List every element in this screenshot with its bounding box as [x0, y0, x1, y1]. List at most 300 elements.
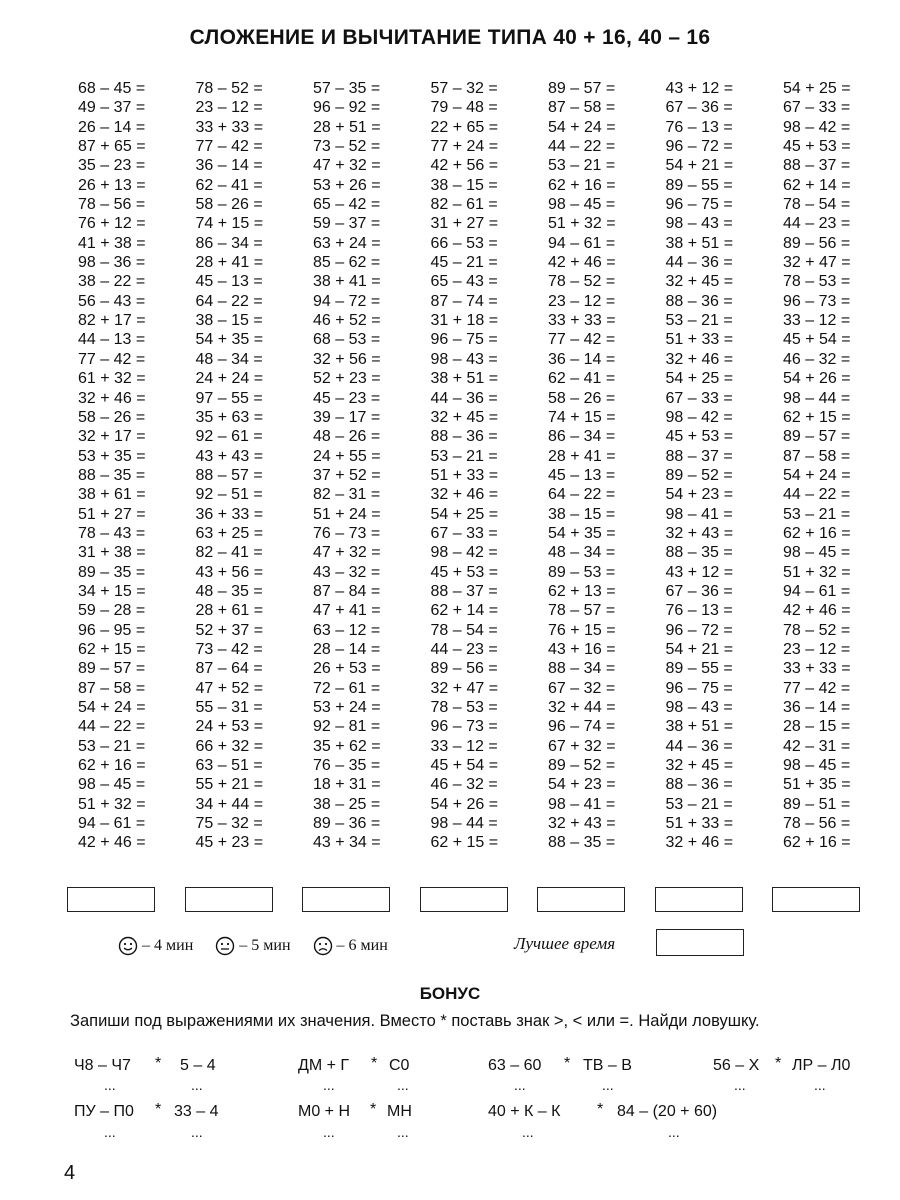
exercise-item[interactable]: 98 – 43 =: [665, 215, 733, 233]
exercise-item[interactable]: 54 + 21 =: [665, 157, 734, 175]
exercise-item[interactable]: 54 + 25 =: [783, 80, 851, 97]
exercise-item[interactable]: 88 – 35 =: [548, 834, 616, 852]
exercise-item[interactable]: 32 + 17 =: [78, 428, 146, 446]
exercise-item[interactable]: 54 + 35 =: [548, 524, 616, 542]
exercise-item[interactable]: 94 – 61 =: [78, 815, 146, 833]
exercise-item[interactable]: 47 + 32 =: [313, 544, 381, 562]
compare-star[interactable]: *: [370, 1101, 377, 1118]
exercise-item[interactable]: 38 + 51 =: [665, 718, 734, 736]
exercise-item[interactable]: 31 + 18 =: [430, 312, 499, 330]
exercise-item[interactable]: 44 – 36 =: [665, 254, 733, 272]
exercise-item[interactable]: 28 + 41 =: [548, 447, 616, 465]
exercise-item[interactable]: 51 + 32 =: [78, 795, 146, 813]
exercise-item[interactable]: 54 + 24 =: [548, 118, 616, 136]
exercise-item[interactable]: 38 + 41 =: [313, 273, 381, 291]
compare-star[interactable]: *: [155, 1055, 162, 1072]
answer-dots[interactable]: ...: [104, 1077, 116, 1093]
exercise-item[interactable]: 89 – 56 =: [430, 660, 498, 678]
exercise-item[interactable]: 28 + 41 =: [195, 254, 264, 272]
exercise-item[interactable]: 48 – 35 =: [195, 582, 263, 600]
exercise-item[interactable]: 62 + 15 =: [783, 408, 851, 426]
exercise-item[interactable]: 32 + 43 =: [548, 815, 616, 833]
exercise-item[interactable]: 96 – 73 =: [430, 718, 498, 736]
exercise-item[interactable]: 48 – 34 =: [548, 544, 616, 562]
exercise-item[interactable]: 32 + 46 =: [430, 486, 499, 504]
exercise-item[interactable]: 31 + 27 =: [430, 215, 499, 233]
exercise-item[interactable]: 62 – 41 =: [195, 176, 263, 194]
exercise-item[interactable]: 62 + 13 =: [548, 582, 616, 600]
exercise-item[interactable]: 39 – 17 =: [313, 408, 381, 426]
compare-star[interactable]: *: [775, 1055, 782, 1072]
exercise-item[interactable]: 67 – 36 =: [665, 99, 733, 117]
exercise-item[interactable]: 38 – 15 =: [430, 176, 498, 194]
exercise-item[interactable]: 88 – 34 =: [548, 660, 616, 678]
exercise-item[interactable]: 61 + 32 =: [78, 370, 146, 388]
exercise-item[interactable]: 44 – 36 =: [665, 737, 733, 755]
exercise-item[interactable]: 66 + 32 =: [195, 737, 264, 755]
compare-star[interactable]: *: [155, 1101, 162, 1118]
exercise-item[interactable]: 33 + 33 =: [548, 312, 616, 330]
exercise-item[interactable]: 36 – 14 =: [783, 699, 851, 716]
exercise-item[interactable]: 88 – 37 =: [430, 582, 498, 600]
exercise-item[interactable]: 74 + 15 =: [548, 408, 616, 426]
exercise-item[interactable]: 33 + 33 =: [783, 660, 851, 678]
answer-dots[interactable]: ...: [397, 1124, 409, 1140]
exercise-item[interactable]: 45 – 23 =: [313, 389, 381, 407]
exercise-item[interactable]: 62 – 41 =: [548, 370, 616, 388]
compare-star[interactable]: *: [564, 1055, 571, 1072]
exercise-item[interactable]: 44 – 22 =: [78, 718, 146, 736]
time-box-3[interactable]: [302, 887, 390, 912]
exercise-item[interactable]: 94 – 72 =: [313, 292, 381, 310]
exercise-item[interactable]: 75 – 32 =: [195, 815, 263, 833]
exercise-item[interactable]: 26 + 53 =: [313, 660, 381, 678]
exercise-item[interactable]: 33 – 12 =: [783, 312, 851, 330]
exercise-item[interactable]: 38 + 51 =: [665, 234, 734, 252]
exercise-item[interactable]: 31 + 38 =: [78, 544, 146, 562]
exercise-item[interactable]: 42 + 56 =: [430, 157, 499, 175]
exercise-item[interactable]: 44 – 22 =: [548, 138, 616, 156]
exercise-item[interactable]: 87 – 58 =: [783, 447, 851, 465]
exercise-item[interactable]: 52 + 23 =: [313, 370, 381, 388]
exercise-item[interactable]: 98 – 42 =: [665, 408, 733, 426]
exercise-item[interactable]: 92 – 51 =: [195, 486, 263, 504]
exercise-item[interactable]: 53 + 26 =: [313, 176, 381, 194]
answer-dots[interactable]: ...: [514, 1077, 526, 1093]
exercise-item[interactable]: 87 – 58 =: [548, 99, 616, 117]
time-box-1[interactable]: [67, 887, 155, 912]
exercise-item[interactable]: 51 + 33 =: [430, 466, 499, 484]
exercise-item[interactable]: 58 – 26 =: [548, 389, 616, 407]
exercise-item[interactable]: 88 – 35 =: [665, 544, 733, 562]
exercise-item[interactable]: 78 – 53 =: [430, 699, 498, 716]
exercise-item[interactable]: 89 – 51 =: [783, 795, 851, 813]
exercise-item[interactable]: 44 – 36 =: [430, 389, 498, 407]
exercise-item[interactable]: 34 + 44 =: [195, 795, 264, 813]
best-time-box[interactable]: [656, 929, 744, 956]
exercise-item[interactable]: 37 + 52 =: [313, 466, 381, 484]
answer-dots[interactable]: ...: [191, 1077, 203, 1093]
exercise-item[interactable]: 88 – 57 =: [195, 466, 263, 484]
exercise-item[interactable]: 96 – 75 =: [430, 331, 498, 349]
exercise-item[interactable]: 63 + 24 =: [313, 234, 381, 252]
exercise-item[interactable]: 77 – 42 =: [78, 350, 146, 368]
exercise-item[interactable]: 47 + 32 =: [313, 157, 381, 175]
answer-dots[interactable]: ...: [734, 1077, 746, 1093]
exercise-item[interactable]: 48 – 26 =: [313, 428, 381, 446]
exercise-item[interactable]: 89 – 52 =: [548, 757, 616, 775]
exercise-item[interactable]: 89 – 55 =: [665, 176, 733, 194]
exercise-item[interactable]: 51 + 27 =: [78, 505, 146, 523]
exercise-item[interactable]: 87 – 58 =: [78, 679, 146, 697]
exercise-item[interactable]: 78 – 52 =: [783, 621, 851, 639]
exercise-item[interactable]: 78 – 54 =: [783, 196, 851, 214]
exercise-item[interactable]: 55 + 21 =: [195, 776, 264, 794]
exercise-item[interactable]: 87 – 74 =: [430, 292, 498, 310]
exercise-item[interactable]: 43 + 16 =: [548, 640, 616, 658]
exercise-item[interactable]: 77 – 42 =: [783, 679, 851, 697]
exercise-item[interactable]: 44 – 22 =: [783, 486, 851, 504]
exercise-item[interactable]: 78 – 56 =: [78, 196, 146, 214]
exercise-item[interactable]: 62 + 16 =: [783, 524, 851, 542]
exercise-item[interactable]: 88 – 36 =: [665, 776, 733, 794]
exercise-item[interactable]: 96 – 75 =: [665, 679, 733, 697]
exercise-item[interactable]: 66 – 53 =: [430, 234, 498, 252]
answer-dots[interactable]: ...: [522, 1124, 534, 1140]
exercise-item[interactable]: 78 – 57 =: [548, 602, 616, 620]
exercise-item[interactable]: 64 – 22 =: [195, 292, 263, 310]
exercise-item[interactable]: 48 – 34 =: [195, 350, 263, 368]
exercise-item[interactable]: 76 – 73 =: [313, 524, 381, 542]
exercise-item[interactable]: 54 + 26 =: [783, 370, 851, 388]
exercise-item[interactable]: 45 + 53 =: [665, 428, 734, 446]
exercise-item[interactable]: 51 + 24 =: [313, 505, 381, 523]
exercise-item[interactable]: 45 + 53 =: [783, 138, 851, 156]
exercise-item[interactable]: 96 – 72 =: [665, 138, 733, 156]
exercise-item[interactable]: 92 – 81 =: [313, 718, 381, 736]
exercise-item[interactable]: 32 + 47 =: [430, 679, 499, 697]
exercise-item[interactable]: 87 – 84 =: [313, 582, 381, 600]
exercise-item[interactable]: 32 + 47 =: [783, 254, 851, 272]
exercise-item[interactable]: 42 + 46 =: [78, 834, 146, 852]
exercise-item[interactable]: 45 – 21 =: [430, 254, 498, 272]
exercise-item[interactable]: 76 – 13 =: [665, 602, 733, 620]
exercise-item[interactable]: 54 + 25 =: [665, 370, 734, 388]
exercise-item[interactable]: 54 + 23 =: [548, 776, 616, 794]
exercise-item[interactable]: 24 + 53 =: [195, 718, 264, 736]
time-box-7[interactable]: [772, 887, 860, 912]
answer-dots[interactable]: ...: [668, 1124, 680, 1140]
exercise-item[interactable]: 88 – 37 =: [783, 157, 851, 175]
exercise-item[interactable]: 73 – 42 =: [195, 640, 263, 658]
exercise-item[interactable]: 94 – 61 =: [783, 582, 851, 600]
exercise-item[interactable]: 45 + 54 =: [430, 757, 499, 775]
exercise-item[interactable]: 78 – 43 =: [78, 524, 146, 542]
exercise-item[interactable]: 45 + 23 =: [195, 834, 264, 852]
exercise-item[interactable]: 98 – 44 =: [783, 389, 851, 407]
exercise-item[interactable]: 89 – 35 =: [78, 563, 146, 581]
exercise-item[interactable]: 62 + 16 =: [548, 176, 616, 194]
answer-dots[interactable]: ...: [814, 1077, 826, 1093]
answer-dots[interactable]: ...: [602, 1077, 614, 1093]
exercise-item[interactable]: 35 – 23 =: [78, 157, 146, 175]
answer-dots[interactable]: ...: [323, 1077, 335, 1093]
exercise-item[interactable]: 98 – 41 =: [548, 795, 616, 813]
exercise-item[interactable]: 65 – 42 =: [313, 196, 381, 214]
exercise-item[interactable]: 43 + 56 =: [195, 563, 264, 581]
exercise-item[interactable]: 44 – 23 =: [430, 640, 498, 658]
exercise-item[interactable]: 51 + 35 =: [783, 776, 851, 794]
exercise-item[interactable]: 28 – 14 =: [313, 640, 381, 658]
exercise-item[interactable]: 38 – 15 =: [548, 505, 616, 523]
exercise-item[interactable]: 98 – 43 =: [665, 699, 733, 716]
exercise-item[interactable]: 51 + 32 =: [548, 215, 616, 233]
exercise-item[interactable]: 67 – 33 =: [783, 99, 851, 117]
exercise-item[interactable]: 38 + 61 =: [78, 486, 146, 504]
exercise-item[interactable]: 88 – 35 =: [78, 466, 146, 484]
exercise-item[interactable]: 26 – 14 =: [78, 118, 146, 136]
exercise-item[interactable]: 65 – 43 =: [430, 273, 498, 291]
exercise-item[interactable]: 43 + 12 =: [665, 80, 734, 97]
exercise-item[interactable]: 18 + 31 =: [313, 776, 381, 794]
exercise-item[interactable]: 28 + 51 =: [313, 118, 381, 136]
exercise-item[interactable]: 98 – 42 =: [430, 544, 498, 562]
time-box-2[interactable]: [185, 887, 273, 912]
exercise-item[interactable]: 43 + 43 =: [195, 447, 264, 465]
answer-dots[interactable]: ...: [191, 1124, 203, 1140]
exercise-item[interactable]: 88 – 36 =: [430, 428, 498, 446]
exercise-item[interactable]: 76 + 12 =: [78, 215, 146, 233]
exercise-item[interactable]: 43 + 12 =: [665, 563, 734, 581]
exercise-item[interactable]: 98 – 45 =: [548, 196, 616, 214]
exercise-item[interactable]: 89 – 57 =: [78, 660, 146, 678]
exercise-item[interactable]: 63 – 12 =: [313, 621, 381, 639]
exercise-item[interactable]: 67 + 32 =: [548, 737, 616, 755]
exercise-item[interactable]: 35 + 62 =: [313, 737, 381, 755]
exercise-item[interactable]: 41 + 38 =: [78, 234, 146, 252]
exercise-item[interactable]: 23 – 12 =: [783, 640, 851, 658]
exercise-item[interactable]: 54 + 26 =: [430, 795, 499, 813]
exercise-item[interactable]: 86 – 34 =: [195, 234, 263, 252]
exercise-item[interactable]: 28 – 15 =: [783, 718, 851, 736]
exercise-item[interactable]: 85 – 62 =: [313, 254, 381, 272]
exercise-item[interactable]: 42 + 46 =: [783, 602, 851, 620]
exercise-item[interactable]: 43 + 34 =: [313, 834, 381, 852]
exercise-item[interactable]: 33 – 12 =: [430, 737, 498, 755]
exercise-item[interactable]: 96 – 75 =: [665, 196, 733, 214]
exercise-item[interactable]: 76 – 13 =: [665, 118, 733, 136]
exercise-item[interactable]: 58 – 26 =: [195, 196, 263, 214]
exercise-item[interactable]: 54 + 23 =: [665, 486, 734, 504]
exercise-item[interactable]: 23 – 12 =: [195, 99, 263, 117]
exercise-item[interactable]: 46 + 52 =: [313, 312, 381, 330]
exercise-item[interactable]: 42 + 46 =: [548, 254, 616, 272]
exercise-item[interactable]: 98 – 45 =: [783, 757, 851, 775]
exercise-item[interactable]: 54 + 21 =: [665, 640, 734, 658]
exercise-item[interactable]: 53 – 21 =: [783, 505, 851, 523]
exercise-item[interactable]: 64 – 22 =: [548, 486, 616, 504]
exercise-item[interactable]: 62 + 14 =: [783, 176, 851, 194]
exercise-item[interactable]: 53 – 21 =: [548, 157, 616, 175]
exercise-item[interactable]: 78 – 52 =: [195, 80, 263, 97]
exercise-item[interactable]: 38 – 22 =: [78, 273, 146, 291]
exercise-item[interactable]: 57 – 35 =: [313, 80, 381, 97]
exercise-item[interactable]: 62 + 16 =: [78, 757, 146, 775]
exercise-item[interactable]: 67 – 33 =: [430, 524, 498, 542]
exercise-item[interactable]: 35 + 63 =: [195, 408, 264, 426]
exercise-item[interactable]: 45 + 54 =: [783, 331, 851, 349]
answer-dots[interactable]: ...: [323, 1124, 335, 1140]
answer-dots[interactable]: ...: [397, 1077, 409, 1093]
exercise-item[interactable]: 98 – 36 =: [78, 254, 146, 272]
exercise-item[interactable]: 89 – 57 =: [548, 80, 616, 97]
exercise-item[interactable]: 78 – 52 =: [548, 273, 616, 291]
exercise-item[interactable]: 53 – 21 =: [430, 447, 498, 465]
exercise-item[interactable]: 32 + 46 =: [78, 389, 146, 407]
exercise-item[interactable]: 56 – 43 =: [78, 292, 146, 310]
exercise-item[interactable]: 24 + 24 =: [195, 370, 264, 388]
exercise-item[interactable]: 24 + 55 =: [313, 447, 381, 465]
exercise-item[interactable]: 63 + 25 =: [195, 524, 264, 542]
exercise-item[interactable]: 77 + 24 =: [430, 138, 499, 156]
exercise-item[interactable]: 77 – 42 =: [195, 138, 263, 156]
exercise-item[interactable]: 32 + 46 =: [665, 834, 734, 852]
exercise-item[interactable]: 89 – 56 =: [783, 234, 851, 252]
exercise-item[interactable]: 51 + 33 =: [665, 815, 734, 833]
exercise-item[interactable]: 67 – 32 =: [548, 679, 616, 697]
exercise-item[interactable]: 54 + 24 =: [783, 466, 851, 484]
exercise-item[interactable]: 74 + 15 =: [195, 215, 264, 233]
exercise-item[interactable]: 67 – 33 =: [665, 389, 733, 407]
exercise-item[interactable]: 62 + 15 =: [430, 834, 499, 852]
exercise-item[interactable]: 89 – 57 =: [783, 428, 851, 446]
exercise-item[interactable]: 89 – 55 =: [665, 660, 733, 678]
exercise-item[interactable]: 94 – 61 =: [548, 234, 616, 252]
exercise-item[interactable]: 98 – 43 =: [430, 350, 498, 368]
exercise-item[interactable]: 98 – 44 =: [430, 815, 498, 833]
exercise-item[interactable]: 23 – 12 =: [548, 292, 616, 310]
compare-star[interactable]: *: [597, 1101, 604, 1118]
exercise-item[interactable]: 59 – 37 =: [313, 215, 381, 233]
exercise-item[interactable]: 76 + 15 =: [548, 621, 616, 639]
exercise-item[interactable]: 88 – 37 =: [665, 447, 733, 465]
exercise-item[interactable]: 67 – 36 =: [665, 582, 733, 600]
exercise-item[interactable]: 32 + 45 =: [665, 757, 734, 775]
exercise-item[interactable]: 72 – 61 =: [313, 679, 381, 697]
exercise-item[interactable]: 62 + 16 =: [783, 834, 851, 852]
exercise-item[interactable]: 68 – 45 =: [78, 80, 146, 97]
exercise-item[interactable]: 22 + 65 =: [430, 118, 499, 136]
exercise-item[interactable]: 47 + 52 =: [195, 679, 264, 697]
exercise-item[interactable]: 82 – 41 =: [195, 544, 263, 562]
exercise-item[interactable]: 92 – 61 =: [195, 428, 263, 446]
exercise-item[interactable]: 53 + 35 =: [78, 447, 146, 465]
exercise-item[interactable]: 77 – 42 =: [548, 331, 616, 349]
exercise-item[interactable]: 36 – 14 =: [195, 157, 263, 175]
answer-dots[interactable]: ...: [104, 1124, 116, 1140]
exercise-item[interactable]: 87 + 65 =: [78, 138, 146, 156]
exercise-item[interactable]: 36 – 14 =: [548, 350, 616, 368]
exercise-item[interactable]: 82 – 61 =: [430, 196, 498, 214]
exercise-item[interactable]: 36 + 33 =: [195, 505, 264, 523]
exercise-item[interactable]: 38 – 25 =: [313, 795, 381, 813]
exercise-item[interactable]: 47 + 41 =: [313, 602, 381, 620]
exercise-item[interactable]: 26 + 13 =: [78, 176, 146, 194]
exercise-item[interactable]: 44 – 13 =: [78, 331, 146, 349]
exercise-item[interactable]: 96 – 73 =: [783, 292, 851, 310]
exercise-item[interactable]: 34 + 15 =: [78, 582, 146, 600]
exercise-item[interactable]: 53 + 24 =: [313, 699, 381, 716]
exercise-item[interactable]: 49 – 37 =: [78, 99, 146, 117]
time-box-6[interactable]: [655, 887, 743, 912]
exercise-item[interactable]: 45 – 13 =: [548, 466, 616, 484]
exercise-item[interactable]: 52 + 37 =: [195, 621, 264, 639]
exercise-item[interactable]: 53 – 21 =: [78, 737, 146, 755]
exercise-item[interactable]: 45 – 13 =: [195, 273, 263, 291]
exercise-item[interactable]: 28 + 61 =: [195, 602, 264, 620]
exercise-item[interactable]: 79 – 48 =: [430, 99, 498, 117]
exercise-item[interactable]: 32 + 44 =: [548, 699, 616, 716]
exercise-item[interactable]: 96 – 74 =: [548, 718, 616, 736]
exercise-item[interactable]: 86 – 34 =: [548, 428, 616, 446]
exercise-item[interactable]: 88 – 36 =: [665, 292, 733, 310]
exercise-item[interactable]: 98 – 45 =: [783, 544, 851, 562]
exercise-item[interactable]: 73 – 52 =: [313, 138, 381, 156]
exercise-item[interactable]: 76 – 35 =: [313, 757, 381, 775]
exercise-item[interactable]: 78 – 56 =: [783, 815, 851, 833]
exercise-item[interactable]: 98 – 45 =: [78, 776, 146, 794]
exercise-item[interactable]: 96 – 95 =: [78, 621, 146, 639]
exercise-item[interactable]: 89 – 53 =: [548, 563, 616, 581]
exercise-item[interactable]: 68 – 53 =: [313, 331, 381, 349]
exercise-item[interactable]: 58 – 26 =: [78, 408, 146, 426]
exercise-item[interactable]: 98 – 42 =: [783, 118, 851, 136]
exercise-item[interactable]: 62 + 15 =: [78, 640, 146, 658]
exercise-item[interactable]: 54 + 24 =: [78, 699, 146, 716]
exercise-item[interactable]: 32 + 46 =: [665, 350, 734, 368]
exercise-item[interactable]: 82 – 31 =: [313, 486, 381, 504]
compare-star[interactable]: *: [371, 1055, 378, 1072]
exercise-item[interactable]: 96 – 72 =: [665, 621, 733, 639]
exercise-item[interactable]: 87 – 64 =: [195, 660, 263, 678]
exercise-item[interactable]: 53 – 21 =: [665, 795, 733, 813]
time-box-5[interactable]: [537, 887, 625, 912]
exercise-item[interactable]: 96 – 92 =: [313, 99, 381, 117]
exercise-item[interactable]: 46 – 32 =: [430, 776, 498, 794]
exercise-item[interactable]: 78 – 54 =: [430, 621, 498, 639]
exercise-item[interactable]: 63 – 51 =: [195, 757, 263, 775]
exercise-item[interactable]: 57 – 32 =: [430, 80, 498, 97]
exercise-item[interactable]: 32 + 56 =: [313, 350, 381, 368]
exercise-item[interactable]: 59 – 28 =: [78, 602, 146, 620]
exercise-item[interactable]: 51 + 33 =: [665, 331, 734, 349]
exercise-item[interactable]: 33 + 33 =: [195, 118, 264, 136]
exercise-item[interactable]: 98 – 41 =: [665, 505, 733, 523]
exercise-item[interactable]: 32 + 45 =: [430, 408, 499, 426]
exercise-item[interactable]: 38 – 15 =: [195, 312, 263, 330]
exercise-item[interactable]: 54 + 35 =: [195, 331, 264, 349]
exercise-item[interactable]: 32 + 43 =: [665, 524, 734, 542]
exercise-item[interactable]: 78 – 53 =: [783, 273, 851, 291]
exercise-item[interactable]: 43 – 32 =: [313, 563, 381, 581]
exercise-item[interactable]: 53 – 21 =: [665, 312, 733, 330]
exercise-item[interactable]: 32 + 45 =: [665, 273, 734, 291]
exercise-item[interactable]: 97 – 55 =: [195, 389, 263, 407]
time-box-4[interactable]: [420, 887, 508, 912]
exercise-item[interactable]: 46 – 32 =: [783, 350, 851, 368]
exercise-item[interactable]: 42 – 31 =: [783, 737, 851, 755]
exercise-item[interactable]: 55 – 31 =: [195, 699, 263, 716]
